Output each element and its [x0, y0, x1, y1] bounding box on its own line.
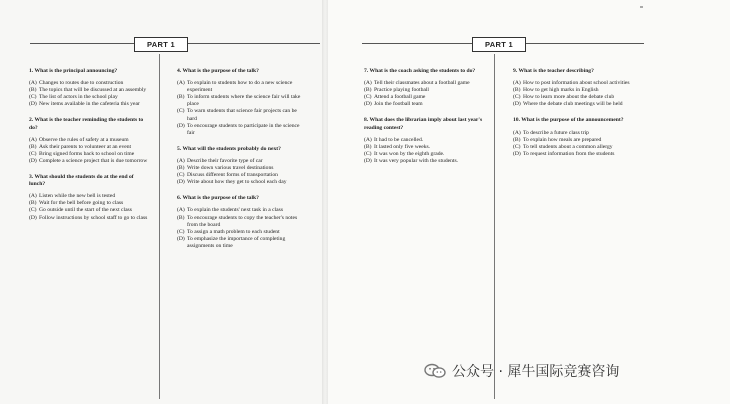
question-block: [513, 68, 635, 108]
option-text: Where the debate club meetings will be held: [523, 101, 623, 108]
question-text: 8. What does the librarian imply about last year's reading contest?: [364, 117, 483, 131]
answer-option: [513, 101, 635, 108]
question-block: [177, 68, 301, 137]
question-text: 2. What is the teacher reminding the students to do?: [29, 117, 144, 131]
answer-option: [177, 229, 301, 236]
option-text: To assign a math problem to each student: [187, 228, 280, 235]
option-text: To explain the students' next task in a class: [187, 207, 284, 214]
option-letter: (A): [177, 207, 185, 214]
question-text: 3. What should the students do at the end of lunch?: [29, 174, 134, 188]
option-letter: (C): [513, 143, 521, 150]
answer-option: [29, 207, 151, 214]
answer-option: [29, 151, 151, 158]
answer-option: [513, 137, 635, 144]
option-text: It was won by the eighth grade.: [374, 150, 445, 157]
option-text: It had to be cancelled.: [374, 136, 424, 143]
answer-option: [29, 137, 151, 144]
question-block: [29, 174, 151, 222]
option-letter: (A): [364, 136, 372, 143]
option-letter: (A): [29, 80, 37, 87]
question-block: [364, 68, 486, 108]
option-text: The list of actors in the school play: [39, 94, 118, 101]
option-text: To inform students where the science fair will take place: [187, 94, 301, 108]
page-gutter: [322, 0, 328, 404]
answer-option: [177, 172, 301, 179]
answer-option: [364, 151, 486, 158]
option-letter: (C): [364, 94, 372, 101]
question-block: [513, 117, 635, 157]
option-text: Bring signed forms back to school on time: [39, 150, 135, 157]
question-text: 7. What is the coach asking the students to do?: [364, 68, 476, 74]
option-letter: (C): [29, 207, 37, 214]
option-letter: (A): [364, 80, 372, 87]
option-letter: (D): [513, 101, 521, 108]
question-block: [177, 195, 301, 250]
question-text: 10. What is the purpose of the announcement?: [513, 117, 624, 124]
question-block: [364, 117, 486, 165]
option-text: Listen while the new bell is tested: [39, 193, 116, 200]
option-text: Go outside until the start of the next class: [39, 207, 132, 214]
option-text: To explain to students how to do a new science experiment: [187, 80, 293, 94]
option-letter: (D): [177, 179, 185, 186]
option-text: To encourage students to copy the teacher's notes from the board: [187, 214, 298, 228]
option-text: Ask their parents to volunteer at an event: [39, 143, 132, 150]
answer-option: [177, 108, 301, 122]
question-block: [29, 117, 151, 165]
question-column-2: [177, 68, 301, 259]
option-letter: (D): [364, 157, 372, 164]
option-text: How to learn more about the debate club: [523, 94, 615, 101]
column-divider-left: [159, 54, 160, 399]
option-letter: (A): [29, 193, 37, 200]
option-text: Attend a football game: [374, 94, 426, 101]
option-text: Join the football team: [374, 101, 423, 108]
option-text: Wait for the bell before going to class: [39, 200, 124, 207]
option-text: Describe their favorite type of car: [187, 157, 263, 164]
option-text: Write down various travel destinations: [187, 165, 274, 172]
option-letter: (C): [29, 150, 37, 157]
option-text: To emphasize the importance of completing assignments on time: [187, 235, 286, 249]
option-letter: (C): [29, 94, 37, 101]
option-letter: (B): [513, 87, 521, 94]
question-column-1: [29, 68, 151, 231]
answer-option: [29, 158, 151, 165]
option-text: It lasted only five weeks.: [374, 143, 431, 150]
column-divider-right: [494, 54, 495, 399]
answer-option: [513, 144, 635, 151]
option-text: The topics that will be discussed at an assembly: [39, 87, 147, 94]
answer-option: [177, 179, 301, 186]
option-text: Follow instructions by school staff to go to class: [39, 214, 148, 221]
option-text: To encourage students to participate in the science fair: [187, 122, 300, 136]
watermark-text: 公众号 · 犀牛国际竞赛咨询: [452, 364, 620, 380]
option-letter: (B): [177, 214, 185, 221]
question-text: 4. What is the purpose of the talk?: [177, 68, 259, 74]
right-page: [326, 0, 730, 404]
option-text: Changes to routes due to construction: [39, 80, 124, 87]
option-letter: (B): [364, 87, 372, 94]
option-text: Write about how they get to school each day: [187, 179, 287, 186]
answer-option: [513, 130, 635, 137]
question-text: 5. What will the students probably do next?: [177, 145, 281, 152]
option-letter: (D): [29, 101, 37, 108]
option-text: Complete a science project that is due tomorrow: [39, 157, 148, 164]
answer-option: [177, 215, 301, 229]
option-letter: (C): [513, 94, 521, 101]
answer-option: [29, 101, 151, 108]
answer-option: [364, 158, 486, 165]
option-letter: (B): [364, 143, 372, 150]
option-letter: (B): [29, 200, 37, 207]
answer-option: [513, 94, 635, 101]
answer-option: [177, 158, 301, 165]
option-letter: (B): [177, 94, 185, 101]
option-letter: (B): [177, 165, 185, 172]
option-text: To explain how meals are prepared: [523, 136, 602, 143]
option-letter: (A): [513, 80, 521, 87]
option-letter: (A): [513, 129, 521, 136]
option-letter: (D): [177, 122, 185, 129]
answer-option: [177, 80, 301, 94]
option-letter: (C): [177, 108, 185, 115]
answer-option: [177, 123, 301, 137]
option-text: Tell their classmates about a football game: [374, 80, 470, 87]
option-letter: (D): [513, 150, 521, 157]
option-letter: (B): [29, 143, 37, 150]
answer-option: [177, 207, 301, 214]
option-letter: (C): [177, 172, 185, 179]
wechat-icon: [424, 363, 446, 379]
option-text: New items available in the cafeteria this year: [39, 101, 140, 108]
option-letter: (A): [177, 157, 185, 164]
question-column-4: [513, 68, 635, 167]
question-column-3: [364, 68, 486, 174]
answer-option: [29, 144, 151, 151]
answer-option: [177, 236, 301, 250]
option-letter: (D): [364, 101, 372, 108]
option-text: To warn students that science fair projects can be hard: [187, 108, 297, 122]
option-letter: (C): [364, 150, 372, 157]
option-text: Discuss different forms of transportation: [187, 172, 278, 179]
option-letter: (B): [513, 136, 521, 143]
option-text: How to get high marks in English: [523, 87, 599, 94]
option-text: To tell students about a common allergy: [523, 143, 613, 150]
option-text: To request information from the students: [523, 150, 615, 157]
answer-option: [177, 94, 301, 108]
option-text: Observe the rules of safety at a museum: [39, 136, 129, 143]
part-label-right: PART 1: [472, 37, 526, 52]
scan-mark: [640, 6, 643, 8]
question-block: [29, 68, 151, 108]
answer-option: [364, 137, 486, 144]
option-letter: (A): [29, 136, 37, 143]
option-letter: (C): [177, 228, 185, 235]
option-letter: (D): [177, 235, 185, 242]
part-label-left: PART 1: [134, 37, 188, 52]
option-text: It was very popular with the students.: [374, 157, 459, 164]
question-text: 1. What is the principal announcing?: [29, 68, 118, 74]
option-text: Practice playing football: [374, 87, 429, 94]
option-text: To describe a future class trip: [523, 129, 589, 136]
option-letter: (D): [29, 214, 37, 221]
question-text: 6. What is the purpose of the talk?: [177, 195, 259, 202]
option-letter: (A): [177, 80, 185, 87]
answer-option: [29, 215, 151, 222]
option-text: How to post information about school activities: [523, 80, 630, 87]
answer-option: [364, 101, 486, 108]
answer-option: [513, 151, 635, 158]
answer-option: [29, 80, 151, 87]
option-letter: (B): [29, 87, 37, 94]
option-letter: (D): [29, 157, 37, 164]
answer-option: [364, 144, 486, 151]
question-text: 9. What is the teacher describing?: [513, 68, 594, 74]
watermark: [424, 361, 619, 381]
question-block: [177, 146, 301, 186]
answer-option: [513, 80, 635, 87]
answer-option: [513, 87, 635, 94]
